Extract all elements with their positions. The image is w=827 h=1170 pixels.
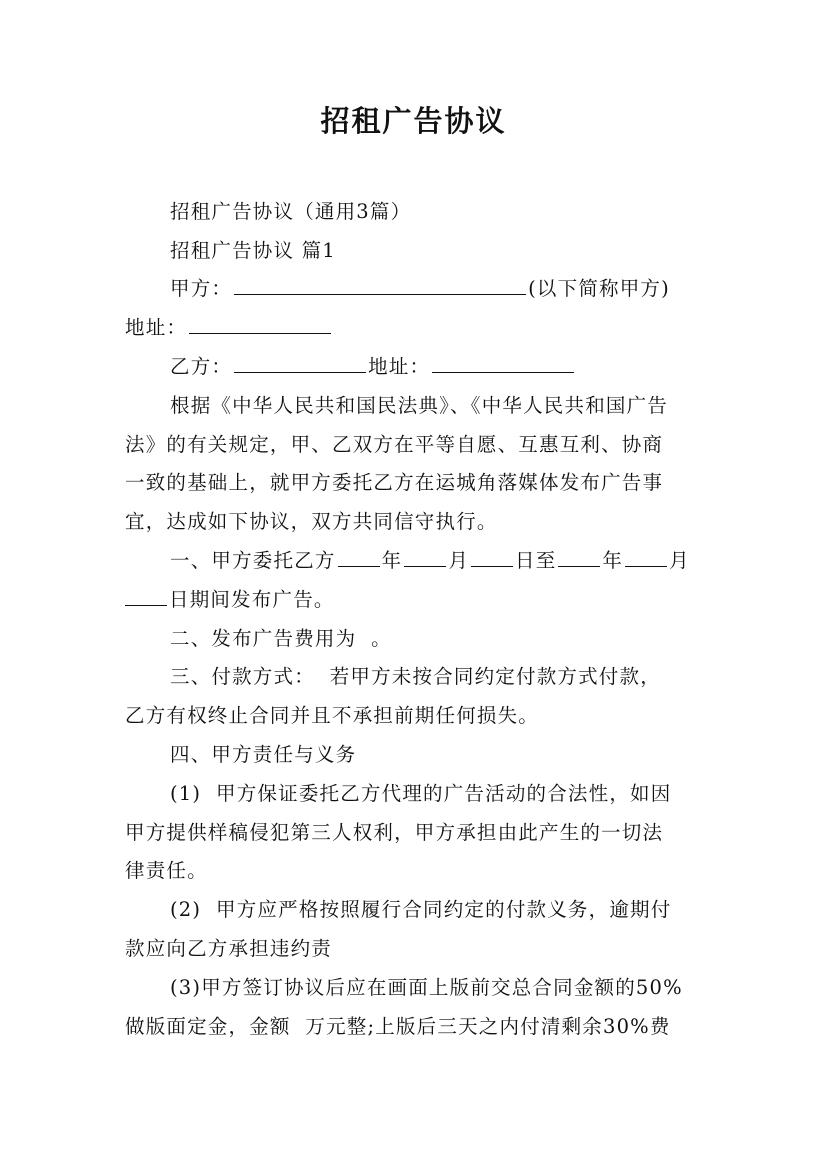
party-b-line <box>170 347 576 387</box>
clause-one-continued <box>125 580 335 620</box>
clause-text: 一、甲方委托乙方 <box>170 549 336 572</box>
clause-text: 年 <box>602 549 624 572</box>
party-a-address-line <box>125 308 333 348</box>
month-blank <box>404 544 446 567</box>
party-a-line <box>170 269 670 309</box>
body-text-line: 甲方提供样稿侵犯第三人权利，甲方承担由此产生的一切法 <box>125 821 664 844</box>
body-text-line: 做版面定金，金额 万元整;上版后三天之内付清剩余30%费 <box>125 1015 671 1038</box>
year-blank <box>338 544 380 567</box>
address-blank <box>189 311 331 334</box>
clause-text: 月 <box>669 549 690 572</box>
clause-two-line: 二、发布广告费用为 。 <box>170 627 392 650</box>
body-text-line: 根据《中华人民共和国民法典》、《中华人民共和国广告 <box>170 394 669 417</box>
day-blank <box>471 544 513 567</box>
party-b-blank <box>234 350 366 373</box>
party-b-label: 乙方： <box>170 355 233 378</box>
body-text-line: 宜，达成如下协议，双方共同信守执行。 <box>125 510 498 533</box>
party-b-address-label: 地址： <box>368 355 431 378</box>
body-text-line: 一致的基础上，就甲方委托乙方在运城角落媒体发布广告事 <box>125 471 664 494</box>
body-text-line: (1) 甲方保证委托乙方代理的广告活动的合法性，如因 <box>170 782 672 805</box>
clause-text: 日至 <box>515 549 557 572</box>
body-text-line: 乙方有权终止合同并且不承担前期任何损失。 <box>125 704 540 727</box>
clause-four-heading: 四、甲方责任与义务 <box>170 743 357 766</box>
body-text-line: (3)甲方签订协议后应在画面上版前交总合同金额的50% <box>170 976 683 999</box>
month-blank <box>625 544 667 567</box>
body-text-line: 款应向乙方承担违约责 <box>125 937 333 960</box>
body-text-line: 律责任。 <box>125 859 208 882</box>
address-label: 地址： <box>125 316 188 339</box>
document-title: 招租广告协议 <box>320 104 507 138</box>
party-a-blank <box>234 272 526 295</box>
clause-text: 月 <box>448 549 470 572</box>
subtitle-line: 招租广告协议（通用3篇） <box>170 200 412 223</box>
body-text-line: (2) 甲方应严格按照履行合同约定的付款义务，逾期付 <box>170 898 672 921</box>
section-heading: 招租广告协议 篇1 <box>170 239 336 262</box>
clause-one-line <box>170 541 690 581</box>
year-blank <box>558 544 600 567</box>
clause-three-line: 三、付款方式： 若甲方未按合同约定付款方式付款， <box>170 665 661 688</box>
clause-text: 年 <box>381 549 403 572</box>
day-blank <box>125 583 167 606</box>
party-a-note: (以下简称甲方) <box>528 277 670 300</box>
party-a-label: 甲方： <box>170 277 233 300</box>
party-b-address-blank <box>432 350 574 373</box>
body-text-line: 法》的有关规定，甲、乙双方在平等自愿、互惠互利、协商 <box>125 433 664 456</box>
clause-text: 日期间发布广告。 <box>169 588 335 611</box>
